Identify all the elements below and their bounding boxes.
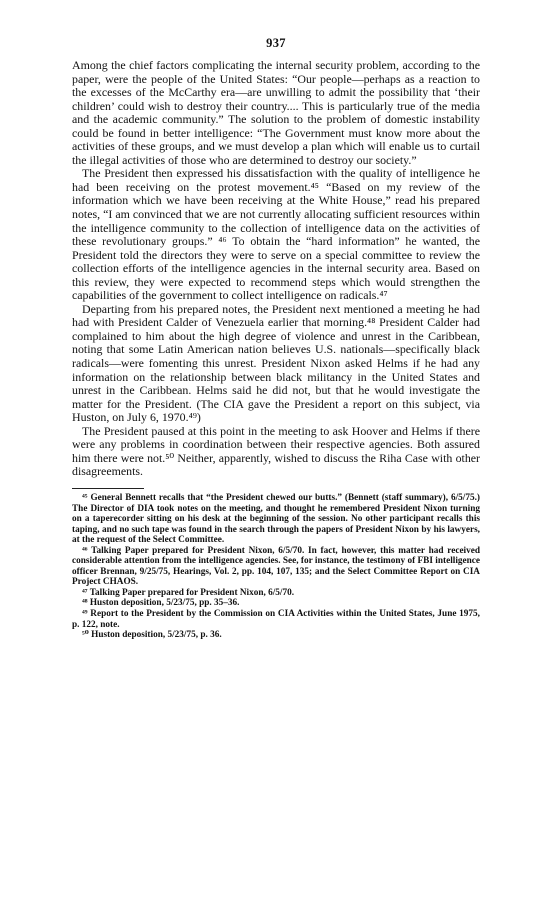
- footnote-divider: [72, 488, 144, 489]
- footnote: ⁴⁸ Huston deposition, 5/23/75, pp. 35–36.: [82, 598, 240, 609]
- body-paragraph: The President then expressed his dissatisfaction with the quality of intelligence he had been receiving on the protest movement.⁴⁵ “Based on my review of the information which we have been receiving at the White House,” read his prepared notes, “I am convinced that we are not currently allocating sufficient resources within the intelligence community to the collection of intelligence data on the activities of these revolutionary groups.” ⁴⁶ To obtain the “hard information” he wanted, the President told the directors they were to serve on a special committee to review the collection efforts of the intelligence agencies in the internal security area. Based on this review, they were expected to recommend steps which would strengthen the capabilities of the government to collect intelligence on radicals.⁴⁷: [72, 166, 480, 303]
- footnote: ⁵⁰ Huston deposition, 5/23/75, p. 36.: [82, 630, 222, 641]
- footnote: ⁴⁵ General Bennett recalls that “the President chewed our butts.” (Bennett (staff summary), 6/5/75.) The Director of DIA took notes on the meeting, and thought he remembered President Nixon turning on a taperecorder sitting on his desk at the beginning of the session. No other participant recalls this taping, and no such tape was found in the search through the papers of President Nixon by his lawyers, at the request of the Select Committee.: [72, 492, 480, 546]
- document-page: [72, 36, 480, 641]
- footnote: ⁴⁹ Report to the President by the Commission on CIA Activities within the United States, June 1975, p. 122, note.: [72, 608, 480, 630]
- page-number: 937: [266, 36, 286, 50]
- body-paragraph: Among the chief factors complicating the internal security problem, according to the paper, were the people of the United States: “Our people—perhaps as a reaction to the excesses of the McCarthy era—are unwilling to admit the possibility that ‘their children’ could wish to destroy their country.... This is particularly true of the media and the academic community.” The solution to the problem of domestic instability could be found in better intelligence: “The Government must know more about the activities of these groups, and we must develop a plan which will enable us to curtail the illegal activities of those who are determined to destroy our society.”: [72, 58, 480, 167]
- body-paragraph: Departing from his prepared notes, the President next mentioned a meeting he had had with President Calder of Venezuela earlier that morning.⁴⁸ President Calder had complained to him about the high degree of violence and unrest in the Caribbean, noting that some Latin American nation believes U.S. nationals—specifically black radicals—were fomenting this unrest. President Nixon asked Helms if he had any information on the relationship between black militancy in the United States and unrest in the Caribbean. Helms said he did not, but that he would investigate the matter for the President. (The CIA gave the President a report on this subject, via Huston, on July 6, 1970.⁴⁹): [72, 301, 480, 425]
- footnote: ⁴⁶ Talking Paper prepared for President Nixon, 6/5/70. In fact, however, this matter had received considerable attention from the intelligence agencies. See, for instance, the testimony of FBI intelligence officer Brennan, 9/25/75, Hearings, Vol. 2, pp. 104, 107, 135; and the Select Committee Report on CIA Project CHAOS.: [72, 545, 480, 588]
- body-paragraph: The President paused at this point in the meeting to ask Hoover and Helms if there were any problems in coordination between their respective agencies. Both assured him there were not.⁵⁰ Neither, apparently, wished to discuss the Riha Case with other disagreements.: [72, 423, 480, 479]
- footnote: ⁴⁷ Talking Paper prepared for President Nixon, 6/5/70.: [82, 587, 295, 598]
